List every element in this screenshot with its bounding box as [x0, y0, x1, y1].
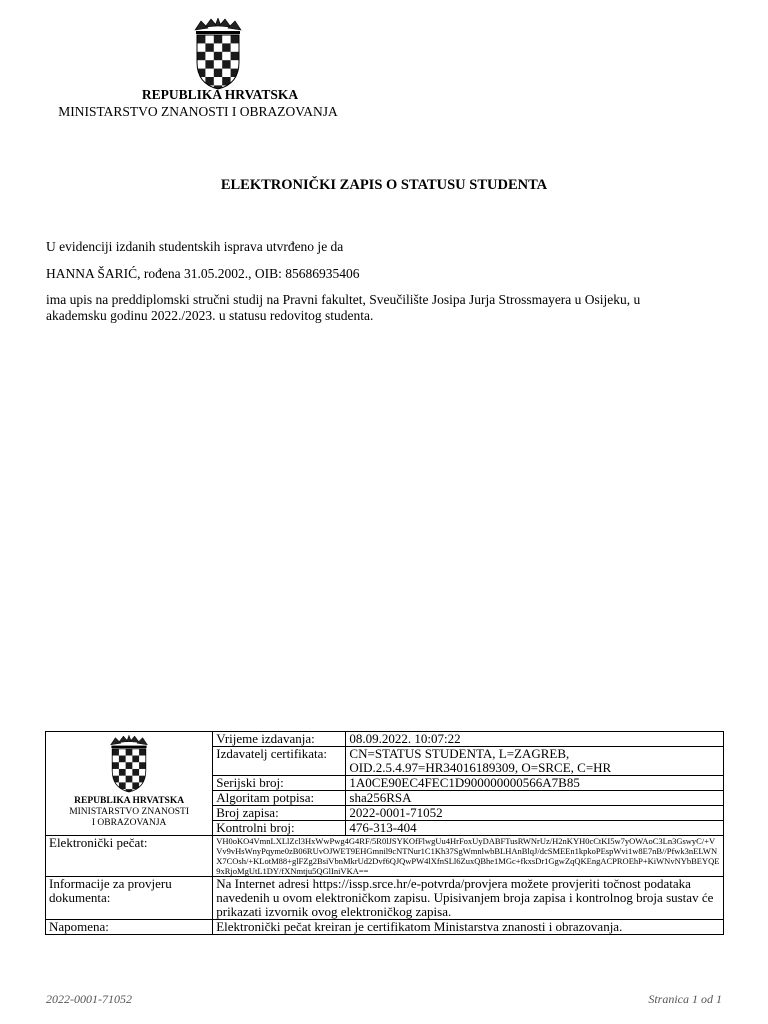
signature-algorithm-label: Algoritam potpisa:	[213, 791, 346, 806]
issue-time-value: 08.09.2022. 10:07:22	[346, 732, 724, 747]
header-republic: REPUBLIKA HRVATSKA	[141, 87, 299, 102]
record-number-value: 2022-0001-71052	[346, 806, 724, 821]
coat-of-arms-icon	[109, 734, 149, 794]
footer-record-number: 2022-0001-71052	[46, 992, 132, 1006]
record-number-label: Broj zapisa:	[213, 806, 346, 821]
coat-of-arms-icon	[193, 18, 243, 90]
seal-label: Elektronički pečat:	[46, 836, 213, 877]
note-value: Elektronički pečat kreiran je certifikatom Ministarstva znanosti i obrazovanja.	[213, 920, 724, 935]
logo-ministry-line1: MINISTARSTVO ZNANOSTI	[69, 807, 190, 817]
logo-ministry-line2: I OBRAZOVANJA	[91, 818, 167, 828]
logo-republic: REPUBLIKA HRVATSKA	[74, 796, 185, 806]
serial-number-label: Serijski broj:	[213, 776, 346, 791]
serial-number-value: 1A0CE90EC4FEC1D900000000566A7B85	[346, 776, 724, 791]
certificate-logo-cell	[46, 732, 213, 836]
certificate-table	[45, 731, 724, 935]
signature-algorithm-value: sha256RSA	[346, 791, 724, 806]
enrollment-text: ima upis na preddiplomski stručni studij na Pravni fakultet, Sveučilište Josipa Jurja Strossmayera u Osijeku, u akademsku godinu 2022./2023. u statusu redovitog studenta.	[46, 292, 641, 323]
document-title: ELEKTRONIČKI ZAPIS O STATUSU STUDENTA	[220, 177, 548, 193]
seal-value: VH0oKO4VmnLXLlZcl3HxWwPwg4G4RF/5R0lJSYKOfFlwgUu4HrFoxUyDABFTusRWNrUz/H2nKYH0cCtKI5w7yOWAoC3Ln3GswyC/+VVv9vHsWnyPqyme0zB06RUvOJWET9EHGmnil9cNTNur1C1Kh37SgWmnlwbBLHAnBlqJ/dcSMEEn1kpkoPEspWvi1w8E7nB//Pfwk3nELWNX7COsh/+KLotM88+glFZg2BsiVbnMkrUd2Dvf6QJQwPW4lXfnSLl6ZuxQBhe1MGc+fkxsDr1GgwZqQKEngACPROEhP+KiWNvNYbBEYQE9xRjoMgUtL1DY/fXNmtju5QGlIniVKA==	[213, 836, 724, 877]
verification-value: Na Internet adresi https://issp.srce.hr/e-potvrda/provjera možete provjeriti točnost podataka navedenih u ovom elektroničkom zapisu. Upisivanjem broja zapisa i kontrolnog broja sustav će prikazati izvornik ovog elektroničkog zapisa.	[213, 877, 724, 920]
student-identity-text: HANNA ŠARIĆ, rođena 31.05.2002., OIB: 85686935406	[46, 266, 360, 281]
header-ministry: MINISTARSTVO ZNANOSTI I OBRAZOVANJA	[58, 104, 338, 119]
control-number-value: 476-313-404	[346, 821, 724, 836]
issuer-label: Izdavatelj certifikata:	[213, 747, 346, 776]
issue-time-label: Vrijeme izdavanja:	[213, 732, 346, 747]
issuer-value: CN=STATUS STUDENTA, L=ZAGREB, OID.2.5.4.97=HR34016189309, O=SRCE, C=HR	[346, 747, 724, 776]
intro-text: U evidenciji izdanih studentskih isprava utvrđeno je da	[46, 239, 344, 254]
control-number-label: Kontrolni broj:	[213, 821, 346, 836]
note-label: Napomena:	[46, 920, 213, 935]
footer-page-number: Stranica 1 od 1	[648, 992, 722, 1006]
verification-label: Informacije za provjeru dokumenta:	[46, 877, 213, 920]
